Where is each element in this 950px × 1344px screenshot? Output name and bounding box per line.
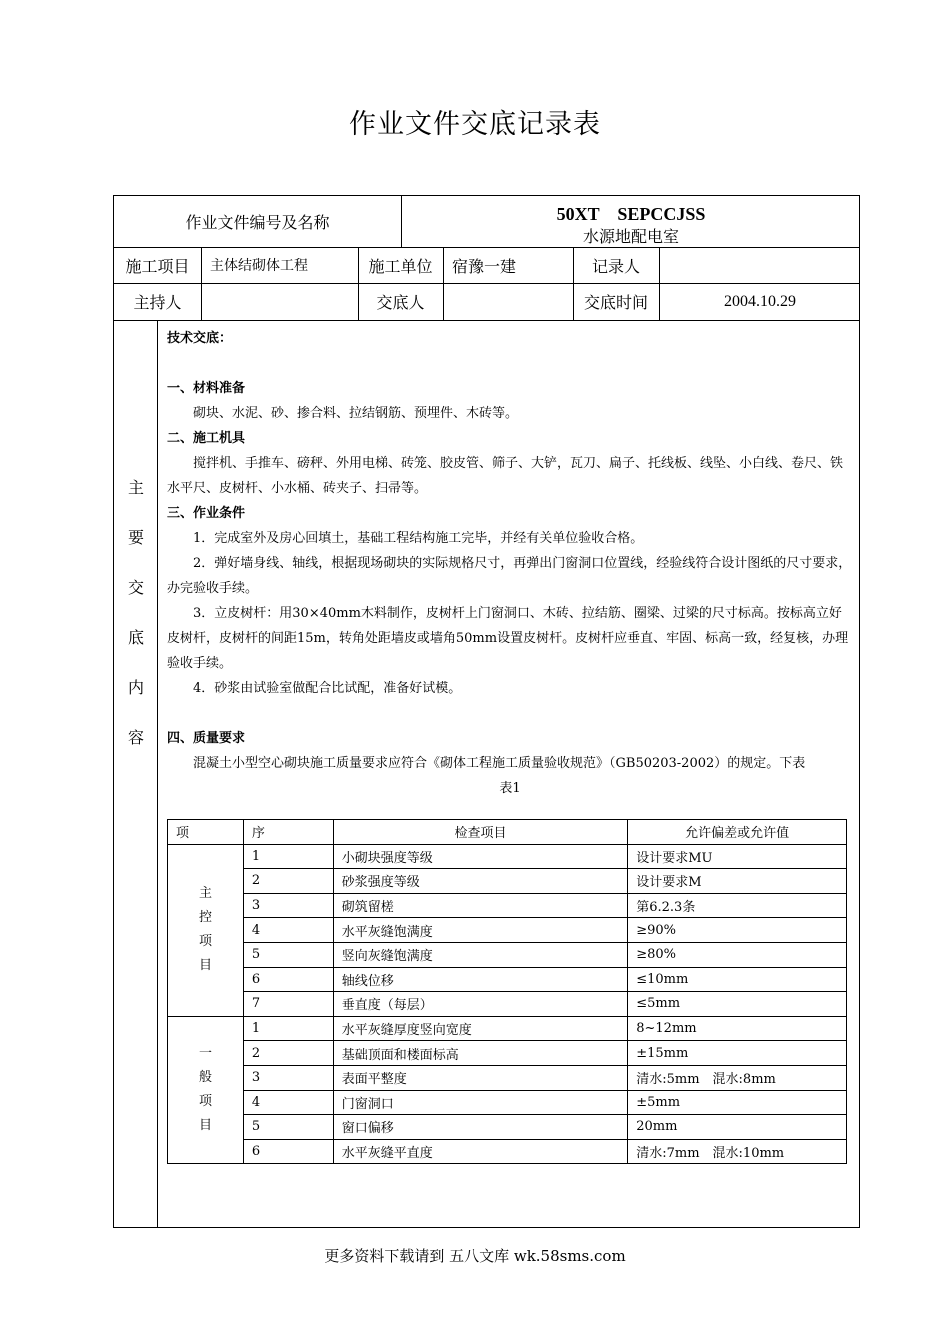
time-label: 交底时间 — [583, 293, 648, 312]
tolerance-value: ±5mm — [628, 1090, 847, 1115]
doc-name: 水源地配电室 — [582, 227, 679, 246]
group-label: 一 般 项 目 — [168, 1016, 244, 1164]
project-value: 主体结砌体工程 — [210, 258, 308, 274]
project-label: 施工项目 — [125, 256, 190, 276]
content-body — [167, 326, 853, 801]
section-text: 搅拌机、手推车、磅秤、外用电梯、砖笼、胶皮管、筛子、大铲，瓦刀、扁子、托线板、线坠、小白线、卷尺、铁水平尺、皮树杆、小水桶、砖夹子、扫帚等。 — [167, 456, 844, 496]
check-item: 门窗洞口 — [333, 1090, 628, 1115]
sidebar-label — [114, 321, 158, 1228]
record-form — [113, 195, 860, 1228]
table-row — [168, 869, 847, 894]
check-item: 水平灰缝厚度竖向宽度 — [333, 1016, 628, 1041]
page-title: 作业文件交底记录表 — [349, 109, 601, 140]
tolerance-value: 设计要求MU — [628, 844, 847, 869]
doc-code: 50XT SEPCCJSS — [556, 204, 706, 224]
presenter-value — [444, 283, 573, 320]
row-number: 6 — [243, 1139, 333, 1164]
tolerance-value: ≥80% — [628, 942, 847, 967]
check-item: 窗口偏移 — [333, 1115, 628, 1140]
table-row — [168, 992, 847, 1017]
list-item: 3．立皮树杆：用30×40mm木料制作，皮树杆上门窗洞口、木砖、拉结筋、圈梁、过梁的尺寸标高。按标高立好皮树杆，皮树杆的间距15m，转角处距墙皮或墙角50mm设置皮树杆。皮树杆应垂直、牢固、标高一致，经复核，办理验收手续。 — [167, 606, 849, 671]
list-item: 2．弹好墙身线、轴线，根据现场砌块的实际规格尺寸，再弹出门窗洞口位置线，经验线符合设计图纸的尺寸要求，办完验收手续。 — [167, 556, 852, 596]
host-label: 主持人 — [133, 293, 182, 312]
section-heading: 一、材料准备 — [167, 381, 246, 396]
check-item: 小砌块强度等级 — [333, 844, 628, 869]
table-row — [168, 893, 847, 918]
check-item: 垂直度（每层） — [333, 992, 628, 1017]
table-row — [168, 967, 847, 992]
check-item: 基础顶面和楼面标高 — [333, 1041, 628, 1066]
column-header: 检查项目 — [333, 820, 628, 845]
row-number: 5 — [243, 942, 333, 967]
column-header: 项 — [168, 820, 244, 845]
sidebar-char: 交 — [127, 578, 144, 597]
tolerance-value: ≤5mm — [628, 992, 847, 1017]
check-item: 砌筑留槎 — [333, 893, 628, 918]
row-number: 3 — [243, 1065, 333, 1090]
check-item: 轴线位移 — [333, 967, 628, 992]
check-item: 竖向灰缝饱满度 — [333, 942, 628, 967]
recorder-label: 记录人 — [591, 256, 640, 276]
host-value — [202, 283, 358, 320]
table-caption: 表1 — [499, 781, 521, 796]
table-row — [168, 918, 847, 943]
section-heading: 二、施工机具 — [167, 431, 246, 446]
row-number: 1 — [243, 1016, 333, 1041]
tolerance-value: ±15mm — [628, 1041, 847, 1066]
divider — [114, 320, 859, 321]
sidebar-char: 底 — [127, 628, 144, 647]
row-number: 3 — [243, 893, 333, 918]
row-number: 5 — [243, 1115, 333, 1140]
table-row — [168, 1115, 847, 1140]
section-heading: 四、质量要求 — [167, 731, 246, 746]
row-number: 2 — [243, 869, 333, 894]
row-number: 7 — [243, 992, 333, 1017]
check-item: 水平灰缝平直度 — [333, 1139, 628, 1164]
row-number: 4 — [243, 918, 333, 943]
table-row — [168, 844, 847, 869]
check-item: 水平灰缝饱满度 — [333, 918, 628, 943]
tolerance-value: 设计要求M — [628, 869, 847, 894]
footer-text: 更多资料下载请到 五八文库 wk.58sms.com — [324, 1247, 626, 1265]
check-item: 砂浆强度等级 — [333, 869, 628, 894]
list-item: 4．砂浆由试验室做配合比试配，准备好试模。 — [193, 681, 462, 696]
sidebar-char: 容 — [127, 728, 144, 747]
table-row — [168, 1139, 847, 1164]
tolerance-value: 清水:5mm 混水:8mm — [628, 1065, 847, 1090]
tolerance-value: ≥90% — [628, 918, 847, 943]
doc-label: 作业文件编号及名称 — [185, 213, 330, 232]
unit-value: 宿豫一建 — [452, 256, 517, 276]
section-heading: 三、作业条件 — [167, 506, 246, 521]
table-row — [168, 1016, 847, 1041]
tolerance-value: 清水:7mm 混水:10mm — [628, 1139, 847, 1164]
list-item: 1．完成室外及房心回填土，基础工程结构施工完毕，并经有关单位验收合格。 — [193, 531, 644, 546]
table-row — [168, 1041, 847, 1066]
tolerance-value: 第6.2.3条 — [628, 893, 847, 918]
column-header: 允许偏差或允许值 — [628, 820, 847, 845]
tolerance-value: 20mm — [628, 1115, 847, 1140]
unit-label: 施工单位 — [368, 256, 433, 276]
tolerance-value: 8~12mm — [628, 1016, 847, 1041]
time-value: 2004.10.29 — [724, 292, 796, 310]
table-row — [168, 1065, 847, 1090]
intro-heading: 技术交底： — [167, 331, 233, 346]
table-row — [168, 942, 847, 967]
sidebar-char: 主 — [127, 478, 144, 497]
check-item: 表面平整度 — [333, 1065, 628, 1090]
sidebar-char: 内 — [127, 678, 144, 697]
row-number: 4 — [243, 1090, 333, 1115]
sidebar-char: 要 — [127, 528, 144, 547]
row-number: 6 — [243, 967, 333, 992]
table-row — [168, 1090, 847, 1115]
row-number: 1 — [243, 844, 333, 869]
quality-table — [167, 819, 847, 1164]
row-number: 2 — [243, 1041, 333, 1066]
presenter-label: 交底人 — [376, 293, 425, 312]
recorder-value — [660, 247, 860, 283]
section-text: 混凝土小型空心砌块施工质量要求应符合《砌体工程施工质量验收规范》（GB50203-2002）的规定。下表 — [193, 756, 806, 771]
column-header: 序 — [243, 820, 333, 845]
section-text: 砌块、水泥、砂、掺合料、拉结钢筋、预埋件、木砖等。 — [193, 406, 519, 421]
table-header-row — [168, 820, 847, 845]
tolerance-value: ≤10mm — [628, 967, 847, 992]
group-label: 主 控 项 目 — [168, 844, 244, 1016]
